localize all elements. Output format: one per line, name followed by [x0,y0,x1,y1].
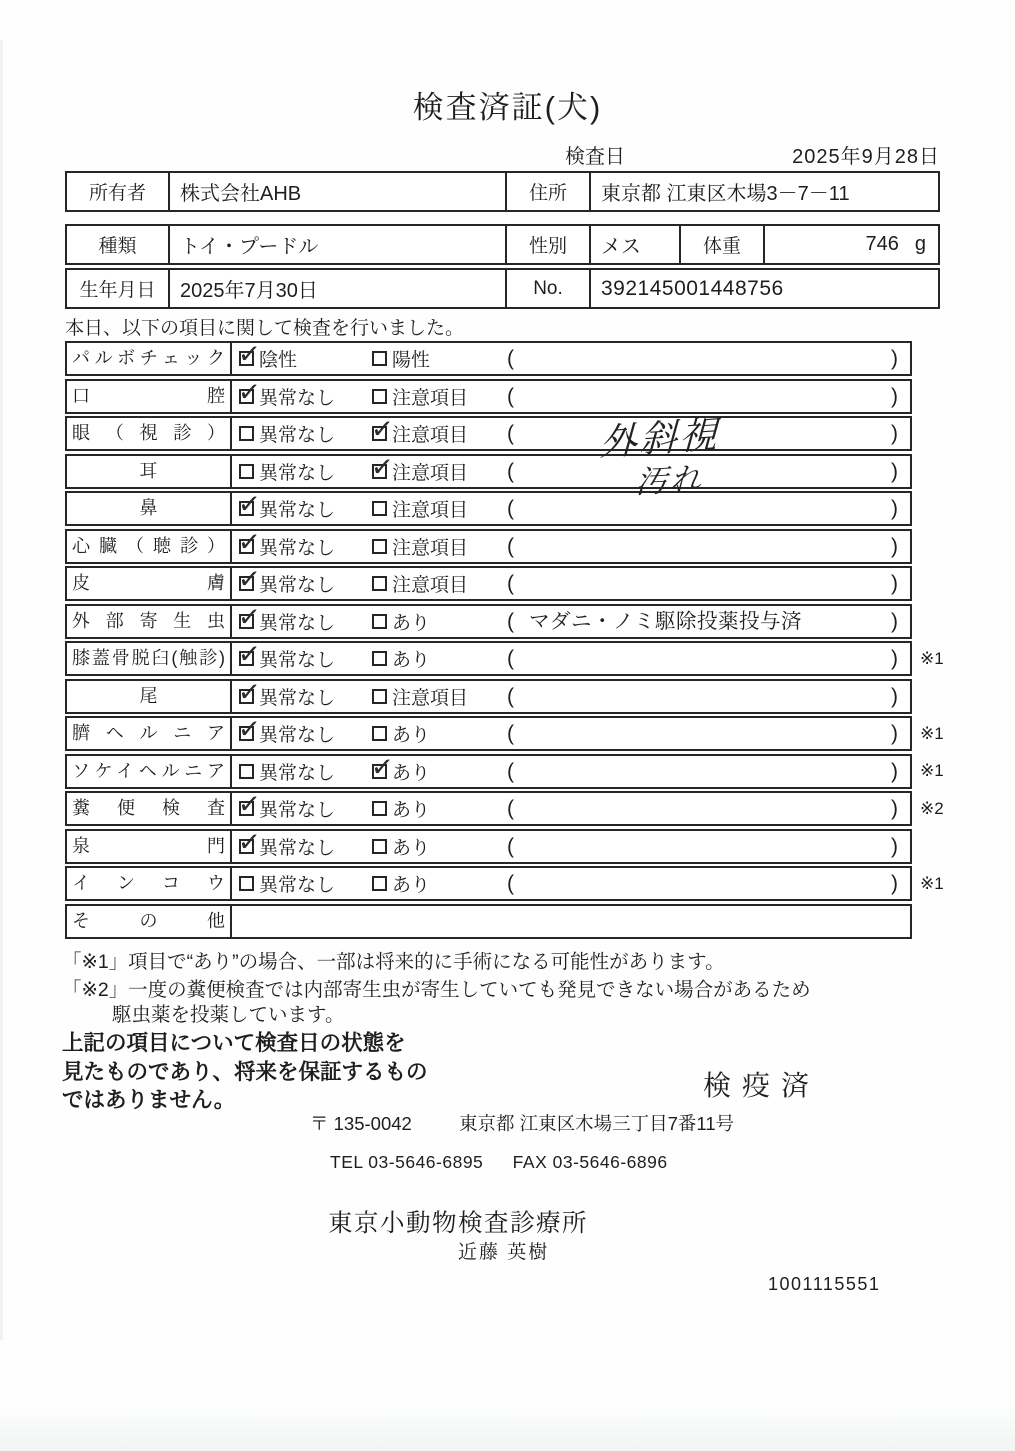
row-label: 眼（視診） [67,418,232,449]
option-label: 異常なし [259,762,336,784]
sex-label: 性別 [507,226,591,263]
option-label: 注意項目 [392,500,469,521]
birthdate-value: 2025年7月30日 [170,270,507,307]
empty-checkbox [372,539,387,554]
option [372,531,468,562]
checklist-row-box [65,450,912,489]
checked-checkbox [369,450,395,484]
row-label: インコウ [67,868,232,899]
empty-checkbox [372,576,387,591]
paren-close: ) [891,609,898,633]
checklist-row-box [65,825,912,864]
paren-close: ) [891,872,898,895]
checked-checkbox [236,488,262,521]
paren-close: ) [891,459,898,483]
row-content [232,525,910,562]
checked-checkbox [236,338,262,371]
checklist-row [65,525,995,564]
option-label: 注意項目 [392,387,469,409]
paren-open: ( [507,497,514,520]
scan-edge-artifact [0,40,3,1340]
address-label: 住所 [507,173,591,210]
checked-checkbox [236,675,262,709]
option-label: 陰性 [259,350,298,371]
footnote-mark [912,829,972,864]
birthdate-label: 生年月日 [67,270,170,307]
option [372,681,468,712]
paren-open: ( [507,797,514,820]
checked-checkbox [236,563,262,596]
check-icon: ✓ [236,525,262,559]
row-content [232,906,910,937]
checklist-row-box [65,563,912,601]
row-label: 口腔 [67,381,232,412]
weight-value-cell [765,226,938,263]
paren-open: ( [507,572,514,595]
footnote-2: 「※2」一度の糞便検査では内部寄生虫が寄生していても発見できない場合があるため [62,979,811,1001]
option-label: 異常なし [259,875,336,896]
option [372,643,430,674]
footnote-mark [912,904,972,939]
check-icon: ✓ [236,638,262,671]
check-icon: ✓ [236,675,262,709]
paren-close: ) [891,534,898,558]
inspection-date-value: 2025年9月28日 [792,146,940,168]
paren-close: ) [891,797,898,820]
option [239,418,335,449]
empty-checkbox [372,651,387,666]
footnote-mark [912,416,972,451]
option-label: 異常なし [259,612,336,634]
tel-fax-line [330,1152,668,1173]
check-icon: ✓ [369,450,395,484]
info-row-breed [65,224,940,265]
disclaimer-line-3: ではありません。 [62,1088,236,1112]
paren-open: ( [507,609,514,633]
checklist-row [65,638,995,676]
clinic-address-line [310,1110,734,1136]
check-icon: ✓ [236,338,262,371]
owner-table [65,171,940,212]
row-label: 外部寄生虫 [67,606,232,637]
checked-checkbox [236,713,262,746]
row-content [232,450,910,487]
tel-number: TEL 03-5646-6895 [330,1152,484,1172]
checklist-row-box [65,638,912,676]
paren-close: ) [891,759,898,783]
empty-checkbox [239,876,254,891]
clinic-street-address: 東京都 江東区木場三丁目7番11号 [458,1113,735,1134]
option [372,831,430,862]
disclaimer-line-1: 上記の項目について検査日の状態を [62,1031,406,1055]
checklist-row-box [65,904,912,939]
footnote-mark: ※1 [920,761,944,780]
option-label: 注意項目 [392,575,469,596]
paren-close: ) [891,422,898,445]
option-label: あり [392,725,431,746]
option [372,343,430,374]
row-label: 糞便検査 [67,793,232,824]
option [372,868,430,899]
checked-checkbox [236,788,262,821]
option-label: 異常なし [259,650,336,671]
check-icon: ✓ [369,750,395,784]
checked-checkbox [369,750,395,784]
row-label: 泉門 [67,831,232,862]
check-icon: ✓ [236,563,262,596]
row-content [232,375,910,412]
paren-open: ( [507,459,514,483]
check-icon: ✓ [236,600,262,634]
checklist-row-box [65,866,912,901]
handwritten-eye-note: 外斜視 [599,412,721,465]
paren-close: ) [891,647,898,670]
option-label: 異常なし [259,575,336,596]
option [239,756,335,787]
paren-close: ) [891,572,898,595]
empty-checkbox [372,801,387,816]
postal-code: 〒 135-0042 [310,1113,412,1134]
checklist-row [65,563,995,601]
intro-sentence: 本日、以下の項目に関して検査を行いました。 [65,318,465,339]
footnote-mark [912,491,972,526]
footnote-mark: ※2 [920,798,944,818]
row-content [232,868,910,899]
option-label: 異常なし [259,725,336,746]
row-label: 皮膚 [67,568,232,599]
empty-checkbox [239,426,254,441]
checklist-row-box [65,488,912,526]
scan-shadow-artifact [0,1403,1015,1451]
row-content [232,638,910,674]
breed-label: 種類 [67,226,170,263]
paren-close: ) [891,684,898,708]
option-label: あり [392,650,431,671]
option [372,606,430,637]
info-row-birth [65,268,940,309]
option-label: 注意項目 [392,462,469,484]
checklist-row [65,904,995,939]
clinic-name: 東京小動物検査診療所 [328,1210,588,1237]
empty-checkbox [372,351,387,366]
row-label: パルボチェック [67,343,232,374]
checklist-row [65,825,995,864]
option [372,568,468,599]
footnote-mark [912,566,972,601]
option-label: 異常なし [259,687,336,709]
option [236,563,336,599]
fax-number: FAX 03-5646-6896 [512,1152,668,1172]
option-label: あり [392,762,431,784]
option-label: 異常なし [259,837,336,859]
disclaimer-line-2: 見たものであり、将来を保証するもの [62,1059,428,1084]
option [236,600,336,637]
option [372,381,468,412]
footnote-mark: ※1 [920,723,944,743]
row-label: ソケイヘルニア [67,756,232,787]
checked-checkbox [236,375,262,409]
option-label: 異常なし [259,462,336,484]
row-content [232,413,910,449]
option [369,413,469,449]
empty-checkbox [372,876,387,891]
option-label: あり [392,875,431,896]
checklist-row [65,413,995,451]
option-label: 注意項目 [392,687,469,709]
checklist-row-box [65,375,912,414]
checked-checkbox [236,525,262,559]
empty-checkbox [372,614,387,629]
option-label: 異常なし [259,537,336,559]
row-note: マダニ・ノミ駆除投薬投与済 [529,609,802,633]
empty-checkbox [239,764,254,779]
check-icon: ✓ [236,788,262,821]
option [369,450,469,487]
option [372,718,430,749]
option [236,713,336,749]
check-icon: ✓ [236,825,262,859]
checklist-row [65,375,995,414]
empty-checkbox [372,726,387,741]
checked-checkbox [236,825,262,859]
footnote-mark [912,454,972,489]
row-content [232,750,910,787]
checklist-row-box [65,675,912,714]
paren-open: ( [507,834,514,858]
checked-checkbox [369,413,395,446]
paren-open: ( [507,872,514,895]
checklist-row [65,675,995,714]
owner-label: 所有者 [67,173,170,210]
checklist-row-box [65,788,912,826]
option [369,750,431,787]
check-icon: ✓ [369,413,395,446]
option [236,825,336,862]
paren-open: ( [507,422,514,445]
check-icon: ✓ [236,375,262,409]
paren-open: ( [507,684,514,708]
inspection-date-row [65,140,940,166]
footnote-mark [912,529,972,564]
row-label: 心臓（聴診） [67,531,232,562]
empty-checkbox [372,839,387,854]
option-label: 注意項目 [392,425,469,446]
option [239,456,335,487]
owner-value: 株式会社AHB [170,173,507,210]
no-value: 392145001448756 [601,276,784,300]
row-label: 尾 [67,681,232,712]
option [236,525,336,562]
row-content [232,788,910,824]
footnote-1: 「※1」項目で“あり”の場合、一部は将来的に手術になる可能性があります。 [62,951,725,973]
empty-checkbox [239,464,254,479]
checklist-row-box [65,600,912,639]
checklist-row-box [65,525,912,564]
paren-open: ( [507,384,514,408]
checklist-row [65,750,995,789]
footnote-mark [912,379,972,414]
no-label: No. [507,270,591,307]
footnote-mark: ※1 [920,873,944,893]
weight-label: 体重 [681,226,765,263]
row-content [232,563,910,599]
check-icon: ✓ [236,488,262,521]
footnote-mark [912,341,972,376]
checklist-row-box [65,413,912,451]
quarantine-stamp: 検疫済 [703,1070,821,1101]
option-label: 陽性 [392,350,431,371]
checklist-row-box [65,713,912,751]
checklist-row [65,788,995,826]
checked-checkbox [236,638,262,671]
option [236,638,336,674]
row-label: その他 [67,906,232,937]
option-label: あり [392,837,431,859]
option [372,793,430,824]
row-content [232,825,910,862]
option [236,338,298,374]
paren-close: ) [891,384,898,408]
row-label: 膝蓋骨脱臼(触診) [67,643,232,674]
row-label: 臍ヘルニア [67,718,232,749]
empty-checkbox [372,389,387,404]
option-label: 異常なし [259,387,336,409]
row-content [232,488,910,524]
paren-open: ( [507,722,514,745]
row-content [232,338,910,374]
empty-checkbox [372,689,387,704]
option [236,788,336,824]
checklist-row [65,338,995,376]
breed-value: トイ・プードル [170,226,507,263]
paren-open: ( [507,759,514,783]
checked-checkbox [236,600,262,634]
paren-open: ( [507,647,514,670]
paren-open: ( [507,534,514,558]
check-icon: ✓ [236,713,262,746]
checklist-row-box [65,750,912,789]
option-label: 異常なし [259,425,336,446]
option-label: 注意項目 [392,537,469,559]
paren-close: ) [891,722,898,745]
option-label: 異常なし [259,500,336,521]
row-content [232,600,910,637]
footnote-mark: ※1 [920,648,944,668]
option [236,375,336,412]
checklist-row [65,866,995,901]
checklist-row [65,450,995,489]
checklist-row [65,600,995,639]
footnote-mark [912,604,972,639]
option-label: あり [392,612,431,634]
option-label: あり [392,800,431,821]
address-value: 東京都 江東区木場3－7－11 [601,183,850,205]
row-content [232,675,910,712]
handwritten-ear-note: 汚れ [634,461,705,501]
row-label: 鼻 [67,493,232,524]
option [236,488,336,524]
footnote-2-continued: 駆虫薬を投薬しています。 [112,1004,345,1026]
paren-open: ( [507,347,514,370]
serial-number: 1001115551 [768,1274,881,1294]
sex-value: メス [591,226,681,263]
row-label: 耳 [67,456,232,487]
empty-checkbox [372,501,387,516]
disclaimer-text [62,1029,428,1115]
inspection-date-label: 検査日 [565,146,625,168]
weight-value: 746 [865,233,899,255]
examiner-name: 近藤 英樹 [458,1242,550,1263]
paren-close: ) [891,497,898,520]
footnote-mark [912,679,972,714]
checklist-row [65,713,995,751]
option [239,868,335,899]
weight-unit: g [914,233,926,255]
paren-close: ) [891,347,898,370]
checklist [65,338,995,941]
checklist-row [65,488,995,526]
checklist-row-box [65,338,912,376]
paren-close: ) [891,834,898,858]
page-title: 検査済証(犬) [412,90,603,125]
option [236,675,336,712]
option [372,493,468,524]
option-label: 異常なし [259,800,336,821]
row-content [232,713,910,749]
